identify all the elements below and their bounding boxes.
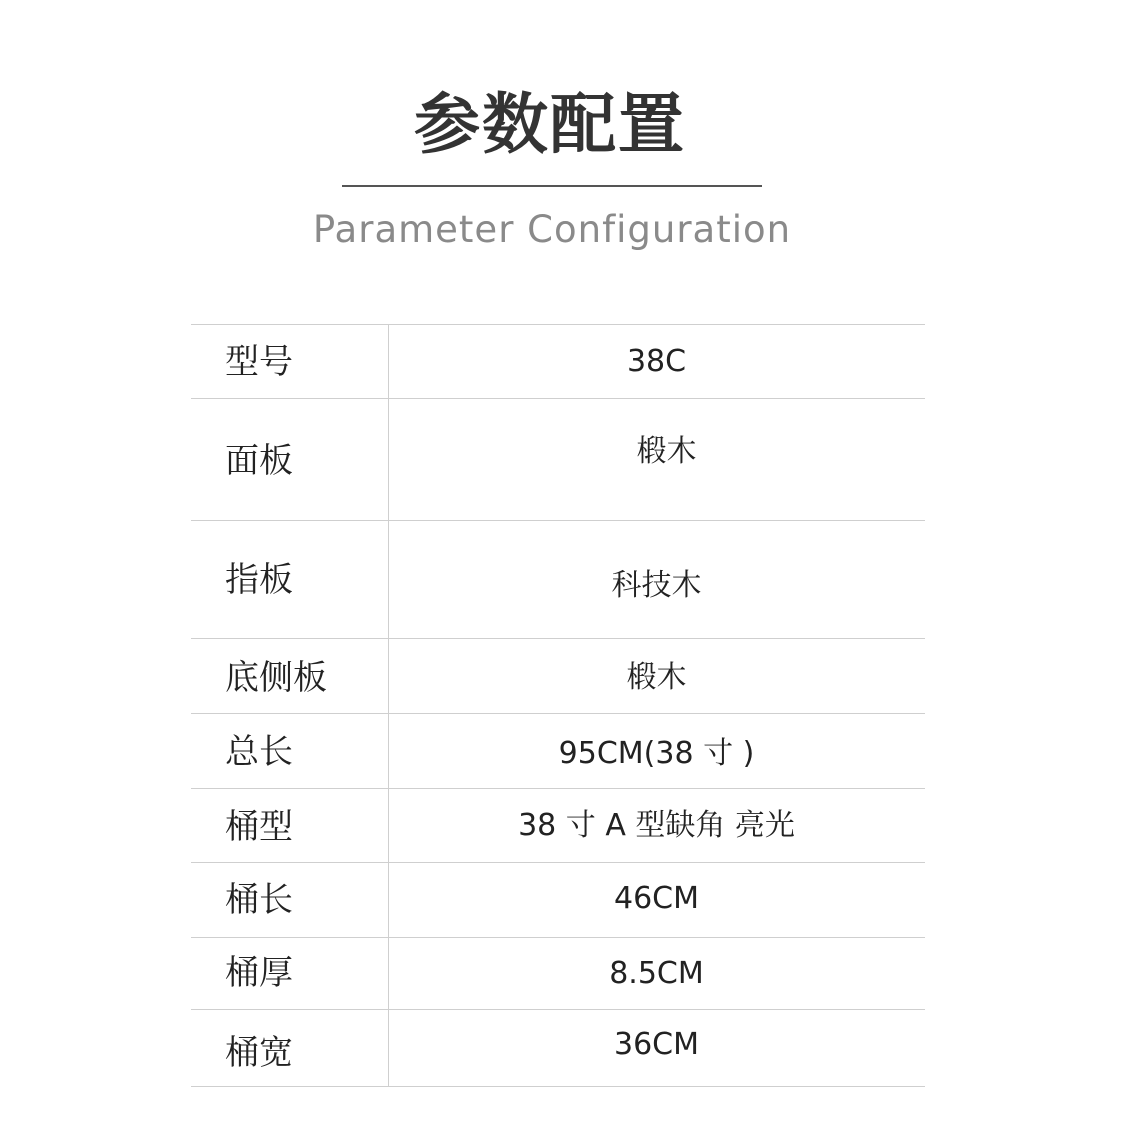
table-row: [191, 639, 925, 714]
page-subtitle: Parameter Configuration: [312, 208, 792, 251]
table-row: [191, 714, 925, 789]
spec-label: 桶长: [225, 880, 293, 920]
page-title: 参数配置: [414, 86, 686, 163]
table-row: [191, 1010, 925, 1087]
spec-value: 38 寸 A 型缺角 亮光: [518, 808, 795, 843]
title-divider: [342, 185, 762, 187]
spec-value: 椴木: [636, 434, 697, 469]
table-row: [191, 938, 925, 1010]
spec-label: 底侧板: [225, 658, 327, 698]
table-row: [191, 789, 925, 863]
spec-value: 8.5CM: [609, 956, 704, 991]
spec-value: 36CM: [613, 1027, 699, 1062]
spec-label: 桶厚: [225, 953, 293, 993]
table-row: [191, 325, 925, 399]
spec-label: 桶型: [225, 807, 293, 847]
spec-label: 面板: [225, 441, 293, 481]
spec-value: 46CM: [613, 881, 699, 916]
spec-value: 科技木: [611, 568, 702, 603]
spec-label: 总长: [225, 732, 293, 772]
spec-value: 38C: [626, 344, 687, 379]
table-row: [191, 399, 925, 521]
spec-value: 95CM(38 寸 ): [558, 736, 755, 771]
spec-label: 指板: [225, 560, 293, 600]
spec-table: [191, 324, 925, 1087]
table-row: [191, 863, 925, 938]
spec-value: 椴木: [626, 660, 687, 695]
spec-label: 型号: [225, 342, 293, 382]
table-row: [191, 521, 925, 639]
spec-label: 桶宽: [225, 1033, 293, 1073]
